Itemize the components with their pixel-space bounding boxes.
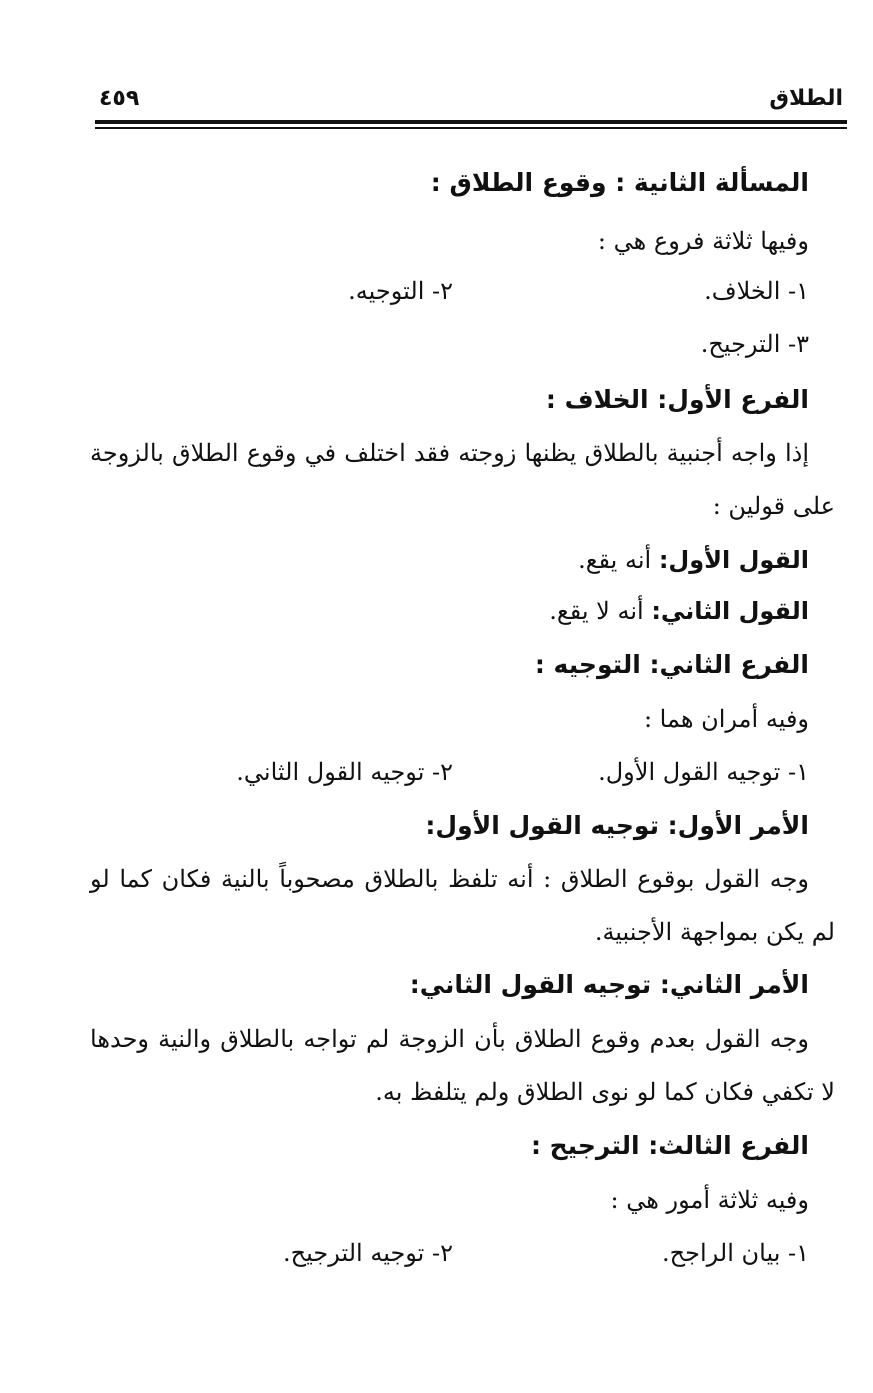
opinion-1-text: أنه يقع. [578, 546, 659, 574]
intro-matters: وفيه أمران هما : [643, 705, 809, 733]
branch-list-item-1: ١- الخلاف. [704, 277, 809, 305]
intro-branches: وفيها ثلاثة فروع هي : [597, 227, 809, 255]
page-number: ٤٥٩ [99, 86, 140, 111]
running-header [95, 84, 847, 118]
matters-list-item-1: ١- توجيه القول الأول. [598, 758, 809, 786]
branch-list-item-3: ٣- الترجيح. [700, 330, 809, 358]
intro-three-matters: وفيه ثلاثة أمور هي : [610, 1186, 809, 1214]
branch-list-item-2: ٢- التوجيه. [348, 277, 453, 305]
chapter-title: الطلاق [769, 86, 843, 111]
opinion-2 [90, 594, 809, 628]
paragraph-matter-1-line-1: وجه القول بوقوع الطلاق : أنه تلفظ بالطلاق مصحوباً بالنية فكان كما لو [90, 865, 809, 893]
tarjih-list-item-2: ٢- توجيه الترجيح. [283, 1239, 453, 1267]
paragraph-matter-1-line-2: لم يكن بمواجهة الأجنبية. [594, 918, 835, 946]
heading-issue-2: المسألة الثانية : وقوع الطلاق : [430, 168, 809, 197]
tarjih-list-item-1: ١- بيان الراجح. [662, 1239, 809, 1267]
opinion-2-label: القول الثاني: [651, 597, 809, 625]
matters-list-item-2: ٢- توجيه القول الثاني. [236, 758, 453, 786]
paragraph-branch-1-line-1: إذا واجه أجنبية بالطلاق يظنها زوجته فقد اختلف في وقوع الطلاق بالزوجة [90, 439, 809, 467]
heading-branch-2: الفرع الثاني: التوجيه : [534, 650, 809, 679]
header-rule-thick [95, 120, 847, 124]
opinion-1 [90, 543, 809, 577]
heading-matter-2: الأمر الثاني: توجيه القول الثاني: [409, 970, 809, 999]
opinion-1-label: القول الأول: [658, 546, 809, 574]
heading-branch-1: الفرع الأول: الخلاف : [545, 385, 809, 414]
paragraph-matter-2-line-1: وجه القول بعدم وقوع الطلاق بأن الزوجة لم تواجه بالطلاق والنية وحدها [90, 1025, 809, 1053]
paragraph-matter-2-line-2: لا تكفي فكان كما لو نوى الطلاق ولم يتلفظ به. [375, 1078, 835, 1106]
paragraph-branch-1-line-2: على قولين : [712, 492, 835, 520]
heading-branch-3: الفرع الثالث: الترجيح : [530, 1131, 809, 1160]
heading-matter-1: الأمر الأول: توجيه القول الأول: [425, 811, 809, 840]
header-rule-thin [95, 127, 847, 129]
opinion-2-text: أنه لا يقع. [549, 597, 652, 625]
